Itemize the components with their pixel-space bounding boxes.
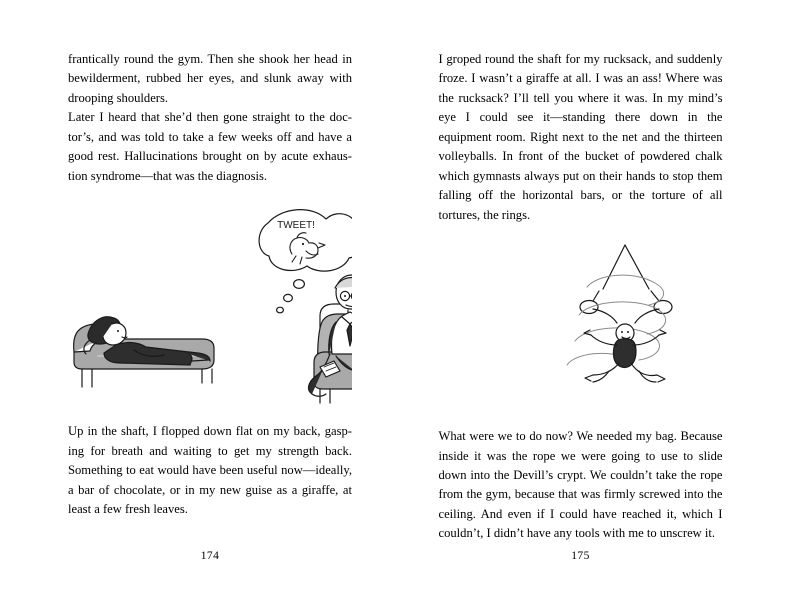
paragraph: Later I heard that she’d then gone straight to the doctor’s, and was told to take a few weeks off and have a good rest. Hallucinations brought on by acute exhaustion syndrome—that was the diagnosis.	[68, 110, 352, 183]
speech-bubble-text: TWEET!	[277, 220, 315, 232]
paragraph: What were we to do now? We needed my bag. Because inside it was the rope we were going to use to slide down into the Devill’s crypt. We couldn’t take the rope from the gym, because that was firmly screwed into the ceiling. And even if I could have reached it, which I couldn’t, I didn’t have any tools with me to unscrew it.	[438, 429, 723, 541]
paragraph: I groped round the shaft for my rucksack, and suddenly froze. I wasn’t a giraffe at all. I was an ass! Where was the rucksack? I’ll tell you where it was. In my mind’s eye I could see it—standing there down in the equipment room. Right next to the net and the thirteen volleyballs. In front of the bucket of powdered chalk which gymnasts always put on their hands to stop them falling off the horizontal bars, or the torture of all tortures, the rings.	[438, 52, 723, 222]
paragraph: Up in the shaft, I flopped down flat on my back, gasping for breath and waiting to get my strength back. Something to eat would have been useful now—ideally, a bar of chocolate, or in my new guise as a giraffe, at least a few fresh leaves.	[68, 424, 352, 516]
illustration-figure-on-rings	[439, 241, 723, 413]
left-page-text-column	[68, 50, 352, 519]
illustration-patient-on-couch	[68, 204, 352, 412]
right-page-text-column	[439, 50, 723, 544]
page-number-left: 174	[200, 550, 220, 562]
right-page	[397, 0, 793, 595]
paragraph: frantically round the gym. Then she shook her head in bewilderment, rubbed her eyes, and slunk away with drooping shoulders.	[68, 52, 352, 105]
page-number-right: 175	[571, 550, 590, 562]
